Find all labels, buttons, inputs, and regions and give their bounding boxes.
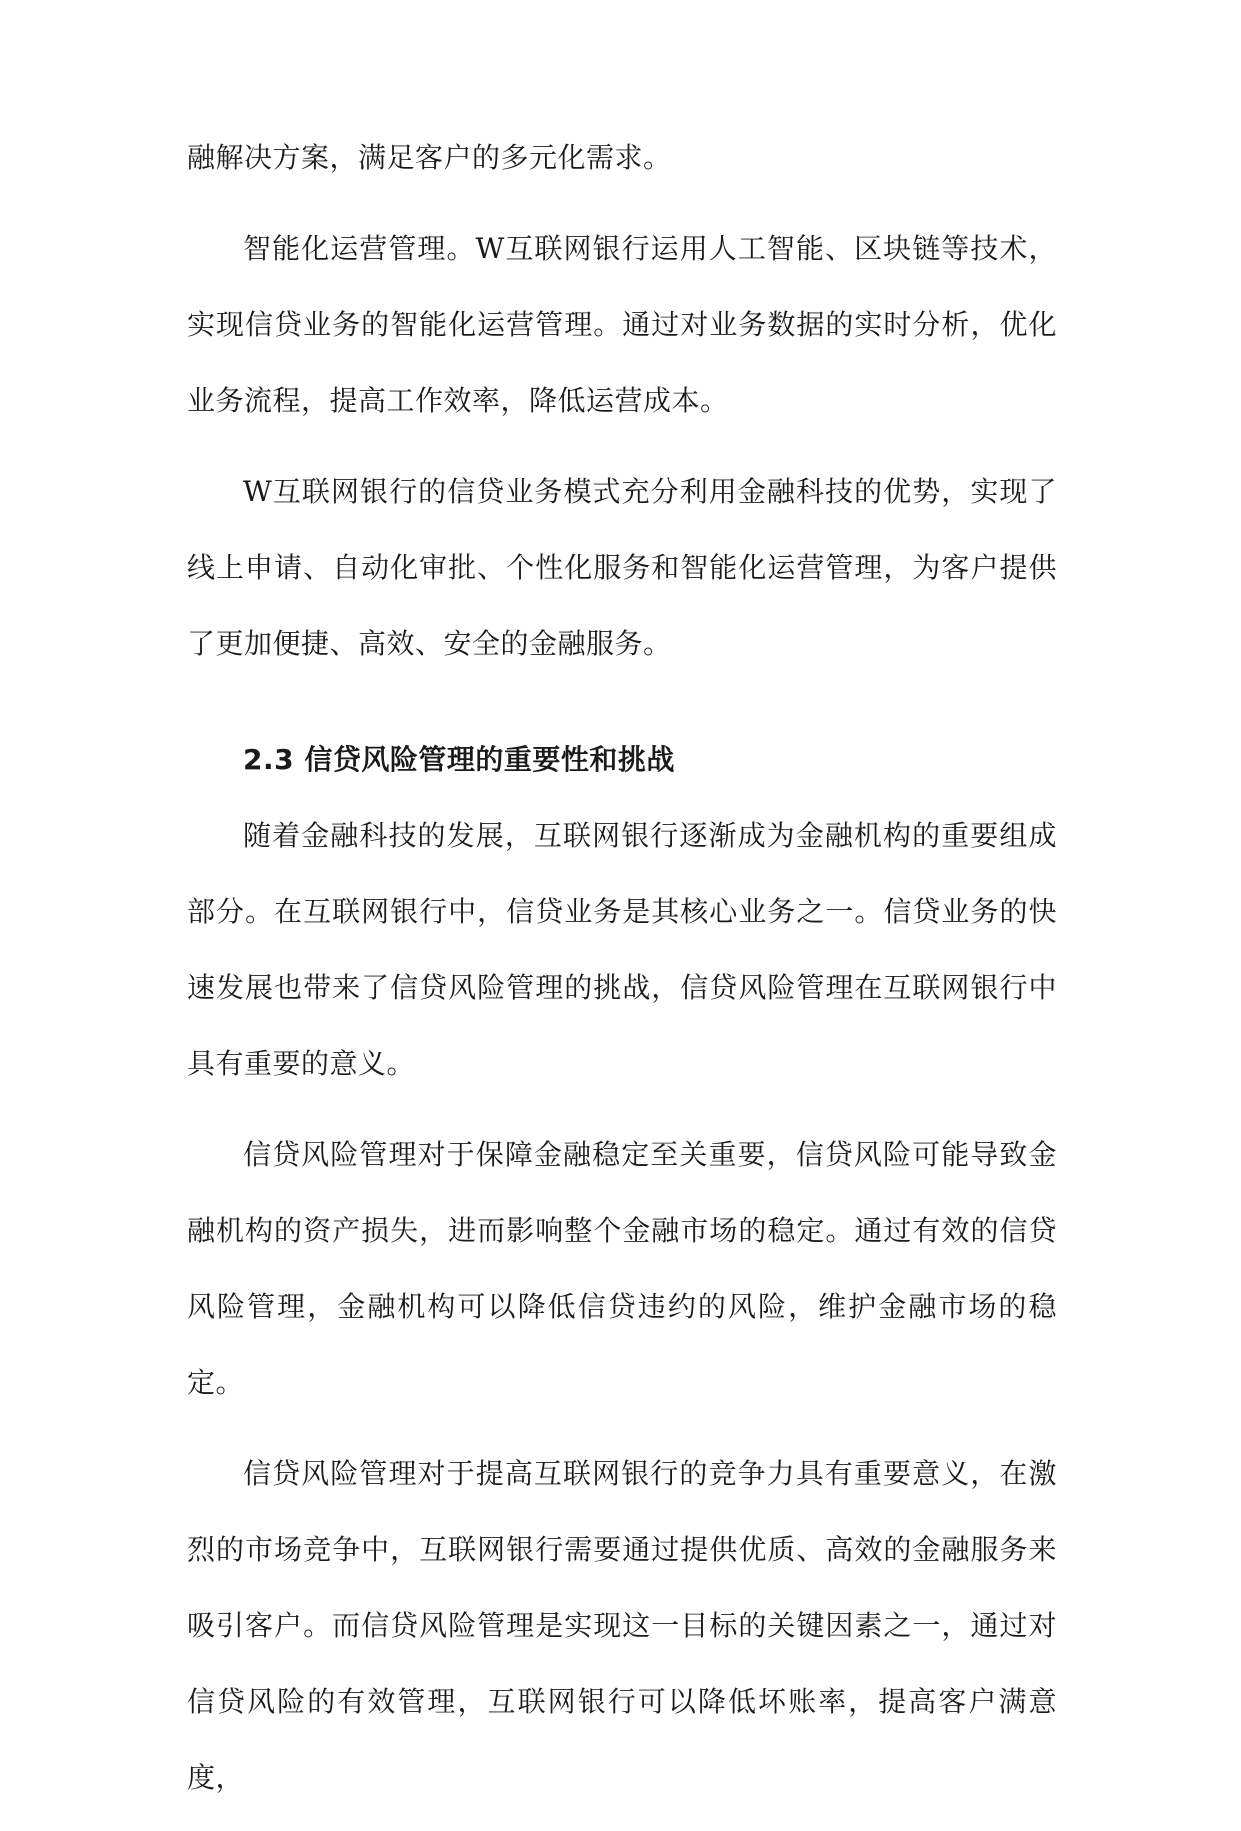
paragraph-intelligent-operations: 智能化运营管理。W互联网银行运用人工智能、区块链等技术，实现信贷业务的智能化运营管理。通过对业务数据的实时分析，优化业务流程，提高工作效率，降低运营成本。 [187, 232, 1057, 417]
paragraph-competitiveness: 信贷风险管理对于提高互联网银行的竞争力具有重要意义，在激烈的市场竞争中，互联网银行需要通过提供优质、高效的金融服务来吸引客户。而信贷风险管理是实现这一目标的关键因素之一，通过对信贷风险的有效管理，互联网银行可以降低坏账率，提高客户满意度， [187, 1457, 1057, 1794]
paragraph-financial-stability: 信贷风险管理对于保障金融稳定至关重要，信贷风险可能导致金融机构的资产损失，进而影响整个金融市场的稳定。通过有效的信贷风险管理，金融机构可以降低信贷违约的风险，维护金融市场的稳定。 [187, 1138, 1057, 1399]
section-heading: 2.3 信贷风险管理的重要性和挑战 [243, 743, 675, 776]
paragraph-credit-model-summary: W互联网银行的信贷业务模式充分利用金融科技的优势，实现了线上申请、自动化审批、个性化服务和智能化运营管理，为客户提供了更加便捷、高效、安全的金融服务。 [187, 475, 1057, 660]
document-body [187, 143, 1057, 1831]
paragraph-fintech-development: 随着金融科技的发展，互联网银行逐渐成为金融机构的重要组成部分。在互联网银行中，信贷业务是其核心业务之一。信贷业务的快速发展也带来了信贷风险管理的挑战，信贷风险管理在互联网银行中具有重要的意义。 [187, 819, 1057, 1080]
paragraph-continuation: 融解决方案，满足客户的多元化需求。 [187, 141, 672, 174]
